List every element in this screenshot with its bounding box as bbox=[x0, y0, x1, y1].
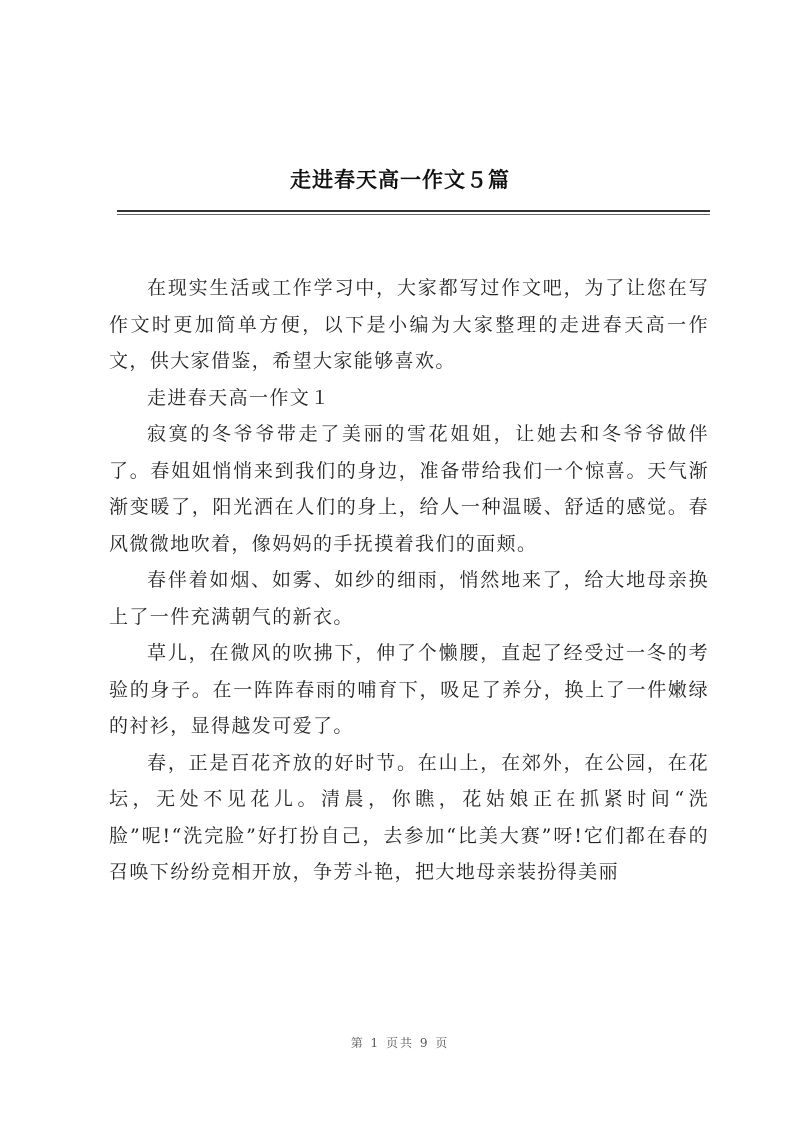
title-divider-thin bbox=[117, 214, 710, 215]
intro-paragraph: 在现实生活或工作学习中，大家都写过作文吧，为了让您在写作文时更加简单方便，以下是小编为大家整理的走进春天高一作文，供大家借鉴，希望大家能够喜欢。 bbox=[109, 277, 709, 372]
page-number-footer: 第 1 页共 9 页 bbox=[350, 1036, 450, 1050]
title-divider-thick bbox=[117, 210, 710, 212]
section-heading: 走进春天高一作文１ bbox=[147, 386, 331, 409]
body-paragraph: 春伴着如烟、如雾、如纱的细雨，悄然地来了，给大地母亲换上了一件充满朝气的新衣。 bbox=[109, 569, 709, 628]
document-body bbox=[109, 270, 709, 891]
body-paragraph: 春，正是百花齐放的好时节。在山上，在郊外，在公园，在花坛，无处不见花儿。清晨，你瞧，花姑娘正在抓紧时间“洗脸”呢!“洗完脸”好打扮自己，去参加“比美大赛”呀!它们都在春的召唤下纷纷竞相开放，争芳斗艳，把大地母亲装扮得美丽 bbox=[109, 751, 709, 883]
body-paragraph: 寂寞的冬爷爷带走了美丽的雪花姐姐，让她去和冬爷爷做伴了。春姐姐悄悄来到我们的身边，准备带给我们一个惊喜。天气渐渐变暖了，阳光洒在人们的身上，给人一种温暖、舒适的感觉。春风微微地吹着，像妈妈的手抚摸着我们的面颊。 bbox=[109, 423, 709, 555]
document-title: 走进春天高一作文５篇 bbox=[290, 168, 510, 192]
body-paragraph: 草儿，在微风的吹拂下，伸了个懒腰，直起了经受过一冬的考验的身子。在一阵阵春雨的哺育下，吸足了养分，换上了一件嫩绿的衬衫，显得越发可爱了。 bbox=[109, 642, 709, 737]
